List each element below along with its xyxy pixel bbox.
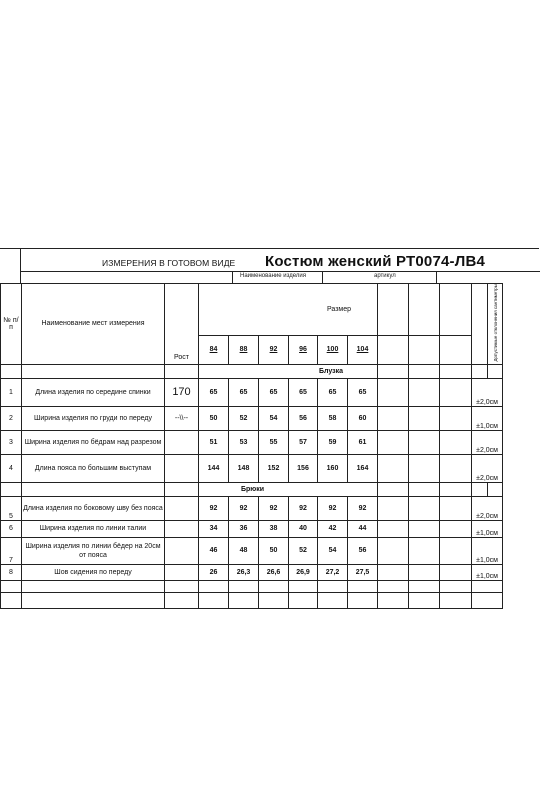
product-name-label: Наименование изделия [240,273,306,279]
col-size-header: Размер [199,284,378,336]
section-row-blouse [1,364,503,378]
size-84: 84 [199,335,229,364]
section-blouse: Блузка [199,364,378,378]
col-num-header: № п/п [1,284,22,365]
sub-divider-1 [232,271,233,283]
sub-divider-2 [322,271,323,283]
col-height-header: Рост [165,284,199,365]
col-extra-1 [378,284,409,336]
section-pants: Брюки [199,482,378,496]
product-title: Костюм женский РТ0074-ЛВ4 [265,253,486,270]
article-label: артикул [374,273,396,279]
table-row: 7 Ширина изделия по линии бёдер на 20см от пояса 46 48 50 52 54 56 ±1,0см [1,537,503,564]
section-row-pants [1,482,503,496]
table-row: 4 Длина пояса по большим выступам 144 148 152 156 160 164 ±2,0см [1,454,503,482]
measurements-caption: ИЗМЕРЕНИЯ В ГОТОВОМ ВИДЕ [102,258,236,268]
col-extra-2 [409,284,440,336]
measurements-table [0,283,503,609]
size-96: 96 [289,335,318,364]
table-row: 2 Ширина изделия по груди по переду --\\-- 50 52 54 56 58 60 ±1,0см [1,406,503,430]
table-row: 1 Длина изделия по середине спинки 170 65 65 65 65 65 65 ±2,0см [1,378,503,406]
size-104: 104 [348,335,378,364]
header-row-top [1,284,503,336]
sheet-header [22,252,540,272]
empty-row [1,592,503,608]
table-row: 3 Ширина изделия по бёдрам над разрезом 51 53 55 57 59 61 ±2,0см [1,430,503,454]
col-extra-4 [472,284,488,365]
table-row: 8 Шов сидения по переду 26 26,3 26,6 26,9 27,2 27,5 ±1,0см [1,564,503,580]
header-divider [20,271,540,272]
col-name-header: Наименование мест измерения [22,284,165,365]
size-88: 88 [229,335,259,364]
col-tolerance-header: Допустимые отклонения сантиметры [488,284,503,365]
size-92: 92 [259,335,289,364]
size-100: 100 [318,335,348,364]
col-extra-3 [440,284,472,336]
sub-divider-3 [436,271,437,283]
table-row: 6 Ширина изделия по линии талии 34 36 38 40 42 44 ±1,0см [1,520,503,537]
empty-row [1,580,503,592]
left-border [20,248,21,284]
table-row: 5 Длина изделия по боковому шву без пояса 92 92 92 92 92 92 ±2,0см [1,496,503,520]
